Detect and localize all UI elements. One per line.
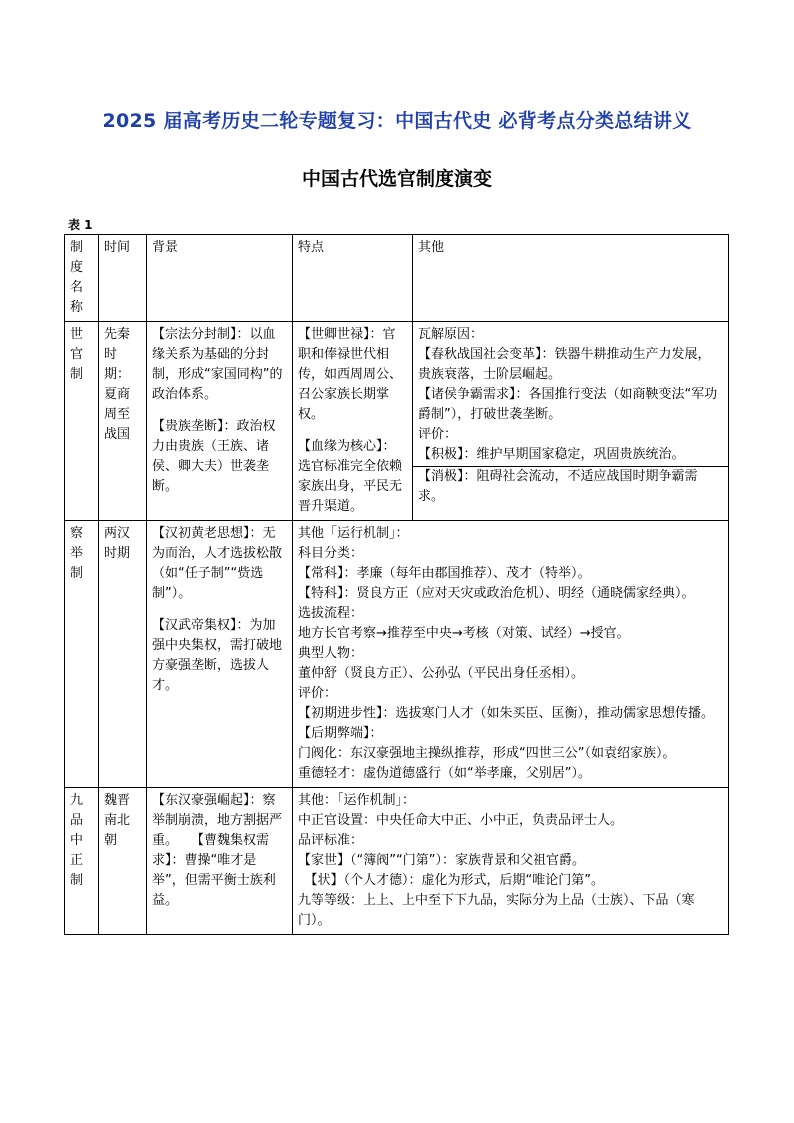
other-line: 门阀化：东汉豪强地主操纵推荐，形成“四世三公”（如袁绍家族）。 — [298, 746, 676, 761]
table-row — [65, 521, 729, 788]
other-line: 其他「运行机制」： — [298, 526, 409, 541]
other-line: 【后期弊端】： — [298, 726, 383, 741]
system-name: 察举制 — [65, 521, 99, 788]
other-line: 董仲舒（贤良方正）、公孙弘（平民出身任丞相）。 — [298, 666, 585, 681]
background-point: 【汉初黄老思想】：无为而治，人才选拔松散（如“任子制”“赀选制”）。 — [152, 526, 283, 601]
header-background: 背景 — [147, 235, 293, 322]
header-other: 其他 — [413, 235, 729, 322]
system-name: 世官制 — [65, 322, 99, 521]
other-line: 瓦解原因： — [418, 327, 484, 342]
header-features: 特点 — [293, 235, 413, 322]
system-name: 九品中正制 — [65, 788, 99, 935]
selection-system-table — [64, 234, 729, 935]
other-line: 【春秋战国社会变革】：铁器牛耕推动生产力发展，贵族衰落，士阶层崛起。 — [418, 347, 711, 382]
period: 两汉时期 — [99, 521, 147, 788]
feature-point: 【世卿世禄】：官职和俸禄世代相传，如西周周公、召公家族长期掌权。 — [298, 327, 403, 422]
other-line: 【家世】（“簿阀”“门第”）：家族背景和父祖官爵。 — [298, 853, 585, 868]
other-line: 【特科】：贤良方正（应对天灾或政治危机）、明经（通晓儒家经典）。 — [298, 586, 695, 601]
other-line: 重德轻才：虚伪道德盛行（如“举孝廉，父别居”）。 — [298, 766, 591, 781]
background-cell — [147, 322, 293, 521]
feature-point: 【血缘为核心】：选官标准完全依赖家族出身，平民无晋升渠道。 — [298, 439, 403, 514]
other-line: 科目分类： — [298, 546, 364, 561]
other-cell — [293, 521, 729, 788]
other-line: 九等等级：上上、上中至下下九品，实际分为上品（士族）、下品（寒门）。 — [298, 893, 695, 928]
features-cell — [293, 322, 413, 521]
table-row — [65, 322, 729, 521]
document-title: 2025 届高考历史二轮专题复习：中国古代史 必背考点分类总结讲义 — [102, 110, 692, 132]
other-line: 【积极】：维护早期国家稳定，巩固贵族统治。 — [418, 447, 685, 462]
other-line: 评价： — [298, 686, 338, 701]
background-point: 【汉武帝集权】：为加强中央集权，需打破地方豪强垄断，选拔人才。 — [152, 618, 283, 693]
other-cell — [413, 322, 729, 521]
other-line: 【消极】：阻碍社会流动，不适应战国时期争霸需求。 — [418, 469, 698, 504]
other-line: 【状】（个人才德）：虚化为形式，后期“唯论门第”。 — [298, 873, 604, 888]
background-cell — [147, 788, 293, 935]
other-line: 其他：「运作机制」： — [298, 793, 416, 808]
table-caption: 表 1 — [68, 218, 93, 232]
table-header-row — [65, 235, 729, 322]
period: 先秦时期：夏商周至战国 — [99, 322, 147, 521]
period: 魏晋南北朝 — [99, 788, 147, 935]
header-time: 时间 — [99, 235, 147, 322]
other-line: 地方长官考察→推荐至中央→考核（对策、试经）→授官。 — [298, 626, 630, 641]
other-line: 评价： — [418, 427, 458, 442]
background-point: 【宗法分封制】：以血缘关系为基础的分封制，形成“家国同构”的政治体系。 — [152, 327, 283, 402]
table-row — [65, 788, 729, 935]
other-line: 中正官设置：中央任命大中正、小中正，负责品评士人。 — [298, 813, 624, 828]
other-line: 【初期进步性】：选拔寒门人才（如朱买臣、匡衡），推动儒家思想传播。 — [298, 706, 715, 721]
other-line: 典型人物： — [298, 646, 364, 661]
section-title: 中国古代选官制度演变 — [301, 168, 492, 190]
other-cell — [293, 788, 729, 935]
other-line: 选拔流程： — [298, 606, 364, 621]
other-line: 品评标准： — [298, 833, 364, 848]
background-point: 【贵族垄断】：政治权力由贵族（王族、诸侯、卿大夫）世袭垄断。 — [152, 419, 276, 494]
other-line: 【常科】：孝廉（每年由郡国推荐）、茂才（特举）。 — [298, 566, 591, 581]
background-point: 【东汉豪强崛起】：察举制崩溃，地方割据严重。 【曹魏集权需求】：曹操“唯才是举”，但需平衡士族利益。 — [152, 793, 283, 908]
other-line: 【诸侯争霸需求】：各国推行变法（如商鞅变法“军功爵制”），打破世袭垄断。 — [418, 387, 718, 422]
background-cell — [147, 521, 293, 788]
header-name: 制度名称 — [65, 235, 99, 322]
